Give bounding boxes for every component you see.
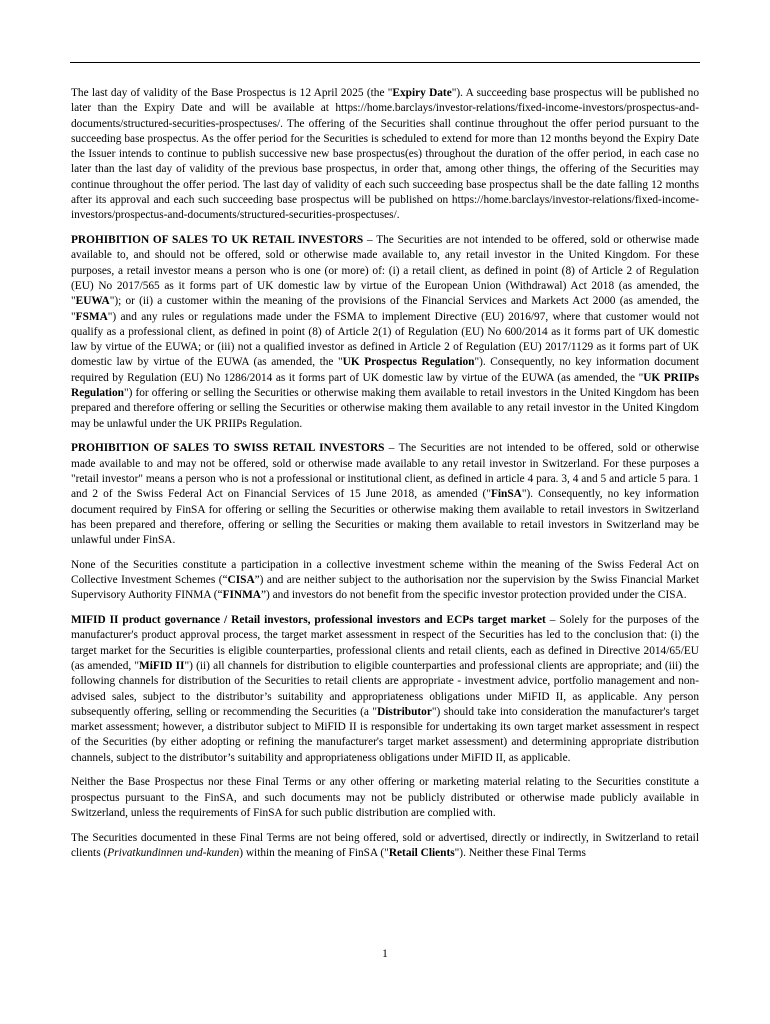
- paragraph-text: ”) and investors do not benefit from the specific investor protection provided under the CISA.: [261, 589, 687, 602]
- defined-term: FINMA: [222, 589, 261, 602]
- paragraph-text: ) within the meaning of FinSA (": [239, 847, 389, 859]
- paragraph-expiry-date: [71, 86, 699, 224]
- defined-term: UK PRIIPs Regulation: [71, 371, 699, 400]
- defined-term: EUWA: [75, 295, 110, 308]
- paragraph-text: ") and any rules or regulations made under the FSMA to implement Directive (EU) 2016/97, where that customer would not qualify as a professional client, as defined in point (8) of Article 2(1) of Regulation (EU) No 600/2014 as it forms part of UK domestic law by virtue of the EUWA; or (iii) not a qualified investor as defined in Article 2 of Regulation (EU) 2017/1129 as it forms part of UK domestic law by virtue of the EUWA (as amended, the ": [71, 310, 699, 369]
- paragraph-text: ") should take into consideration the manufacturer's target market assessment; however, a distributor subject to MiFID II is responsible for undertaking its own target market assessment in respect of the Securities (by either adopting or refining the manufacturer's target market assessment) and determining appropriate distribution channels, subject to the distributor’s suitability and appropriateness obligations under MiFID II, as applicable.: [71, 705, 700, 764]
- defined-term: Retail Clients: [388, 847, 455, 859]
- defined-term: FSMA: [75, 310, 108, 323]
- paragraph-text: "). Neither these Final Terms: [454, 847, 586, 859]
- defined-term: UK Prospectus Regulation: [342, 356, 475, 369]
- page-number: 1: [382, 948, 388, 960]
- paragraph-text: The last day of validity of the Base Prospectus is 12 April 2025 (the ": [71, 87, 393, 99]
- defined-term: MiFID II: [139, 659, 185, 672]
- paragraph-text: ") (ii) all channels for distribution to eligible counterparties and professional clients are appropriate; and (iii) the following channels for distribution of the Securities to retail clients are appropriate - investment advice, portfolio management and non-advised sales, subject to the distributor’s suitability and appropriateness obligations under MiFID II, as applicable. Any person subsequently offering, selling or recommending the Securities (a ": [71, 659, 699, 718]
- paragraph-text: ”) and are neither subject to the authorisation nor the supervision by the Swiss Financial Market Supervisory Authority FINMA (“: [71, 574, 699, 602]
- paragraph-uk-retail-prohibition: [71, 233, 699, 432]
- paragraph-text: "). A succeeding base prospectus will be published no later than the Expiry Date and will be available at https://home.barclays/investor-relations/fixed-income-investors/prospectus-and-documents/structured-securities-prospectuses/. The offering of the Securities shall continue throughout the offer period pursuant to the succeeding base prospectus. As the offer period for the Securities is scheduled to extend for more than 12 months beyond the Expiry Date the Issuer intends to continue to publish successive new base prospectus(es) throughout the duration of the offer period, in each case no later than the last day of validity of the previous base prospectus, in order that, among other things, the offering of the Securities may continue throughout the offer period. The last day of validity of each such succeeding base prospectus shall be the date falling 12 months after its approval and each such succeeding base prospectus will be published on https://home.barclays/investor-relations/fixed-income-investors/prospectus-and-documents/structured-securities-prospectuses/.: [71, 87, 699, 222]
- paragraph-text: ") for offering or selling the Securities or otherwise making them available to retail investors in the United Kingdom has been prepared and therefore offering or selling the Securities or otherwise making them available to any retail investor in the United Kingdom may be unlawful under the UK PRIIPs Regulation.: [71, 387, 699, 430]
- italic-term: Privatkundinnen und-kunden: [107, 847, 240, 859]
- paragraph-text: Neither the Base Prospectus nor these Final Terms or any other offering or marketing material relating to the Securities constitute a prospectus pursuant to the FinSA, and such documents may not be publicly distributed or otherwise made publicly available in Switzerland, unless the requirements of FinSA for such public distribution are complied with.: [71, 776, 699, 820]
- defined-term: CISA: [227, 574, 255, 587]
- paragraph-text: "); or (ii) a customer within the meaning of the provisions of the Financial Services and Markets Act 2000 (as amended, the ": [71, 295, 699, 323]
- paragraph-finsa-prospectus: [71, 775, 699, 821]
- paragraph-text: – The Securities are not intended to be offered, sold or otherwise made available to, and should not be offered, sold or otherwise made available to, any retail investor in the United Kingdom. For these purposes, a retail investor means a person who is one (or more) of: (i) a retail client, as defined in point (8) of Article 2 of Regulation (EU) No 2017/565 as it forms part of UK domestic law by virtue of the European Union (Withdrawal) Act 2018 (as amended, the ": [71, 234, 699, 308]
- header-rule: [70, 62, 700, 63]
- defined-term: PROHIBITION OF SALES TO UK RETAIL INVESTORS: [71, 234, 364, 247]
- paragraph-text: "). Consequently, no key information document required by Regulation (EU) No 1286/2014 as it forms part of UK domestic law by virtue of the EUWA (as amended, the ": [71, 356, 700, 384]
- paragraph-swiss-retail-prohibition: [71, 441, 699, 548]
- defined-term: Distributor: [377, 705, 432, 718]
- paragraph-text: None of the Securities constitute a participation in a collective investment scheme within the meaning of the Swiss Federal Act on Collective Investment Schemes (“: [71, 558, 699, 587]
- document-body: [71, 86, 699, 871]
- defined-term: MIFID II product governance / Retail investors, professional investors and ECPs target market: [71, 614, 546, 627]
- paragraph-text: – Solely for the purposes of the manufacturer's product approval process, the target market assessment in respect of the Securities has led to the conclusion that: (i) the target market for the Securities is eligible counterparties, professional clients and retail clients, each as defined in Directive 2014/65/EU (as amended, ": [71, 614, 699, 672]
- defined-term: Expiry Date: [392, 87, 452, 99]
- paragraph-text: The Securities documented in these Final Terms are not being offered, sold or advertised, directly or indirectly, in Switzerland to retail clients (: [71, 831, 699, 859]
- defined-term: FinSA: [490, 488, 522, 501]
- paragraph-retail-clients: [71, 831, 699, 862]
- defined-term: PROHIBITION OF SALES TO SWISS RETAIL INVESTORS: [71, 442, 385, 455]
- paragraph-cisa: [71, 558, 699, 604]
- paragraph-text: – The Securities are not intended to be offered, sold or otherwise made available to and may not be offered, sold or otherwise made available to any retail investor in Switzerland. For these purposes a "retail investor" means a person who is not a professional or institutional client, as defined in article 4 para. 3, 4 and 5 and article 5 para. 1 and 2 of the Swiss Federal Act on Financial Services of 15 June 2018, as amended (": [71, 442, 699, 501]
- paragraph-mifid-governance: [71, 613, 699, 766]
- paragraph-text: "). Consequently, no key information document required by FinSA for offering or selling the Securities or otherwise making them available to retail investors in Switzerland has been prepared and therefore, offering or selling the Securities or making them available to retail investors in Switzerland may be unlawful under FinSA.: [71, 488, 699, 547]
